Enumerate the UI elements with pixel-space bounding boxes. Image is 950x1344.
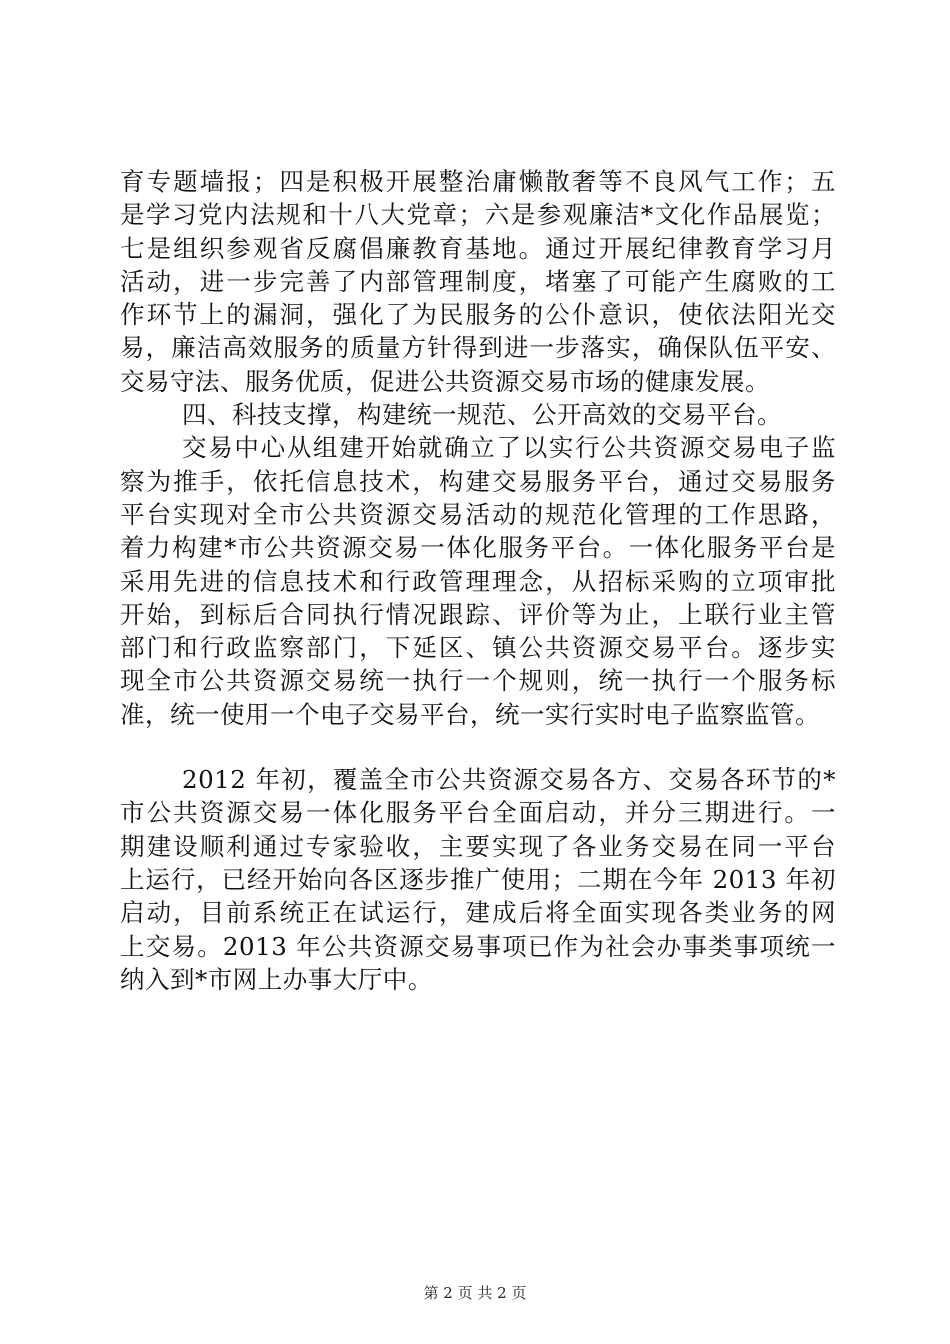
paragraph-1-line: 是学习党内法规和十八大党章；六是参观廉洁*文化作品展览； <box>120 200 836 230</box>
page-number-footer: 第 2 页 共 2 页 <box>423 1284 527 1302</box>
paragraph-2-line: 着力构建*市公共资源交易一体化服务平台。一体化服务平台是 <box>120 533 836 563</box>
section-heading: 四、科技支撑，构建统一规范、公开高效的交易平台。 <box>182 400 782 430</box>
paragraph-2-line: 交易中心从组建开始就确立了以实行公共资源交易电子监 <box>182 433 836 463</box>
paragraph-1-line: 易，廉洁高效服务的质量方针得到进一步落实，确保队伍平安、 <box>120 333 836 363</box>
paragraph-2-line: 部门和行政监察部门，下延区、镇公共资源交易平台。逐步实 <box>120 633 836 663</box>
paragraph-1-line: 作环节上的漏洞，强化了为民服务的公仆意识，使依法阳光交 <box>120 300 836 330</box>
paragraph-1-line: 交易守法、服务优质，促进公共资源交易市场的健康发展。 <box>120 366 770 396</box>
paragraph-3-line: 上运行，已经开始向各区逐步推广使用；二期在今年 2013 年初 <box>120 864 836 894</box>
paragraph-3-line: 上交易。2013 年公共资源交易事项已作为社会办事类事项统一 <box>120 931 836 961</box>
paragraph-2-line: 平台实现对全市公共资源交易活动的规范化管理的工作思路， <box>120 499 836 529</box>
paragraph-3-line: 市公共资源交易一体化服务平台全面启动，并分三期进行。一 <box>120 798 836 828</box>
paragraph-3-line: 2012 年初，覆盖全市公共资源交易各方、交易各环节的* <box>182 765 836 795</box>
paragraph-1-line: 七是组织参观省反腐倡廉教育基地。通过开展纪律教育学习月 <box>120 233 836 263</box>
document-body <box>120 165 836 996</box>
paragraph-2-line: 采用先进的信息技术和行政管理理念，从招标采购的立项审批 <box>120 566 836 596</box>
paragraph-1-line: 活动，进一步完善了内部管理制度，堵塞了可能产生腐败的工 <box>120 266 836 296</box>
paragraph-2-line: 现全市公共资源交易统一执行一个规则，统一执行一个服务标 <box>120 666 836 696</box>
paragraph-spacer <box>120 731 836 763</box>
paragraph-2-line: 开始，到标后合同执行情况跟踪、评价等为止，上联行业主管 <box>120 599 836 629</box>
paragraph-2-line: 察为推手，依托信息技术，构建交易服务平台，通过交易服务 <box>120 466 836 496</box>
paragraph-1-line: 育专题墙报；四是积极开展整治庸懒散奢等不良风气工作；五 <box>120 167 836 196</box>
paragraph-3-line: 期建设顺利通过专家验收，主要实现了各业务交易在同一平台 <box>120 831 836 861</box>
paragraph-3-line: 启动，目前系统正在试运行，建成后将全面实现各类业务的网 <box>120 898 836 928</box>
paragraph-3-line: 纳入到*市网上办事大厅中。 <box>120 964 433 994</box>
paragraph-2-line: 准，统一使用一个电子交易平台，统一实行实时电子监察监管。 <box>120 699 820 729</box>
